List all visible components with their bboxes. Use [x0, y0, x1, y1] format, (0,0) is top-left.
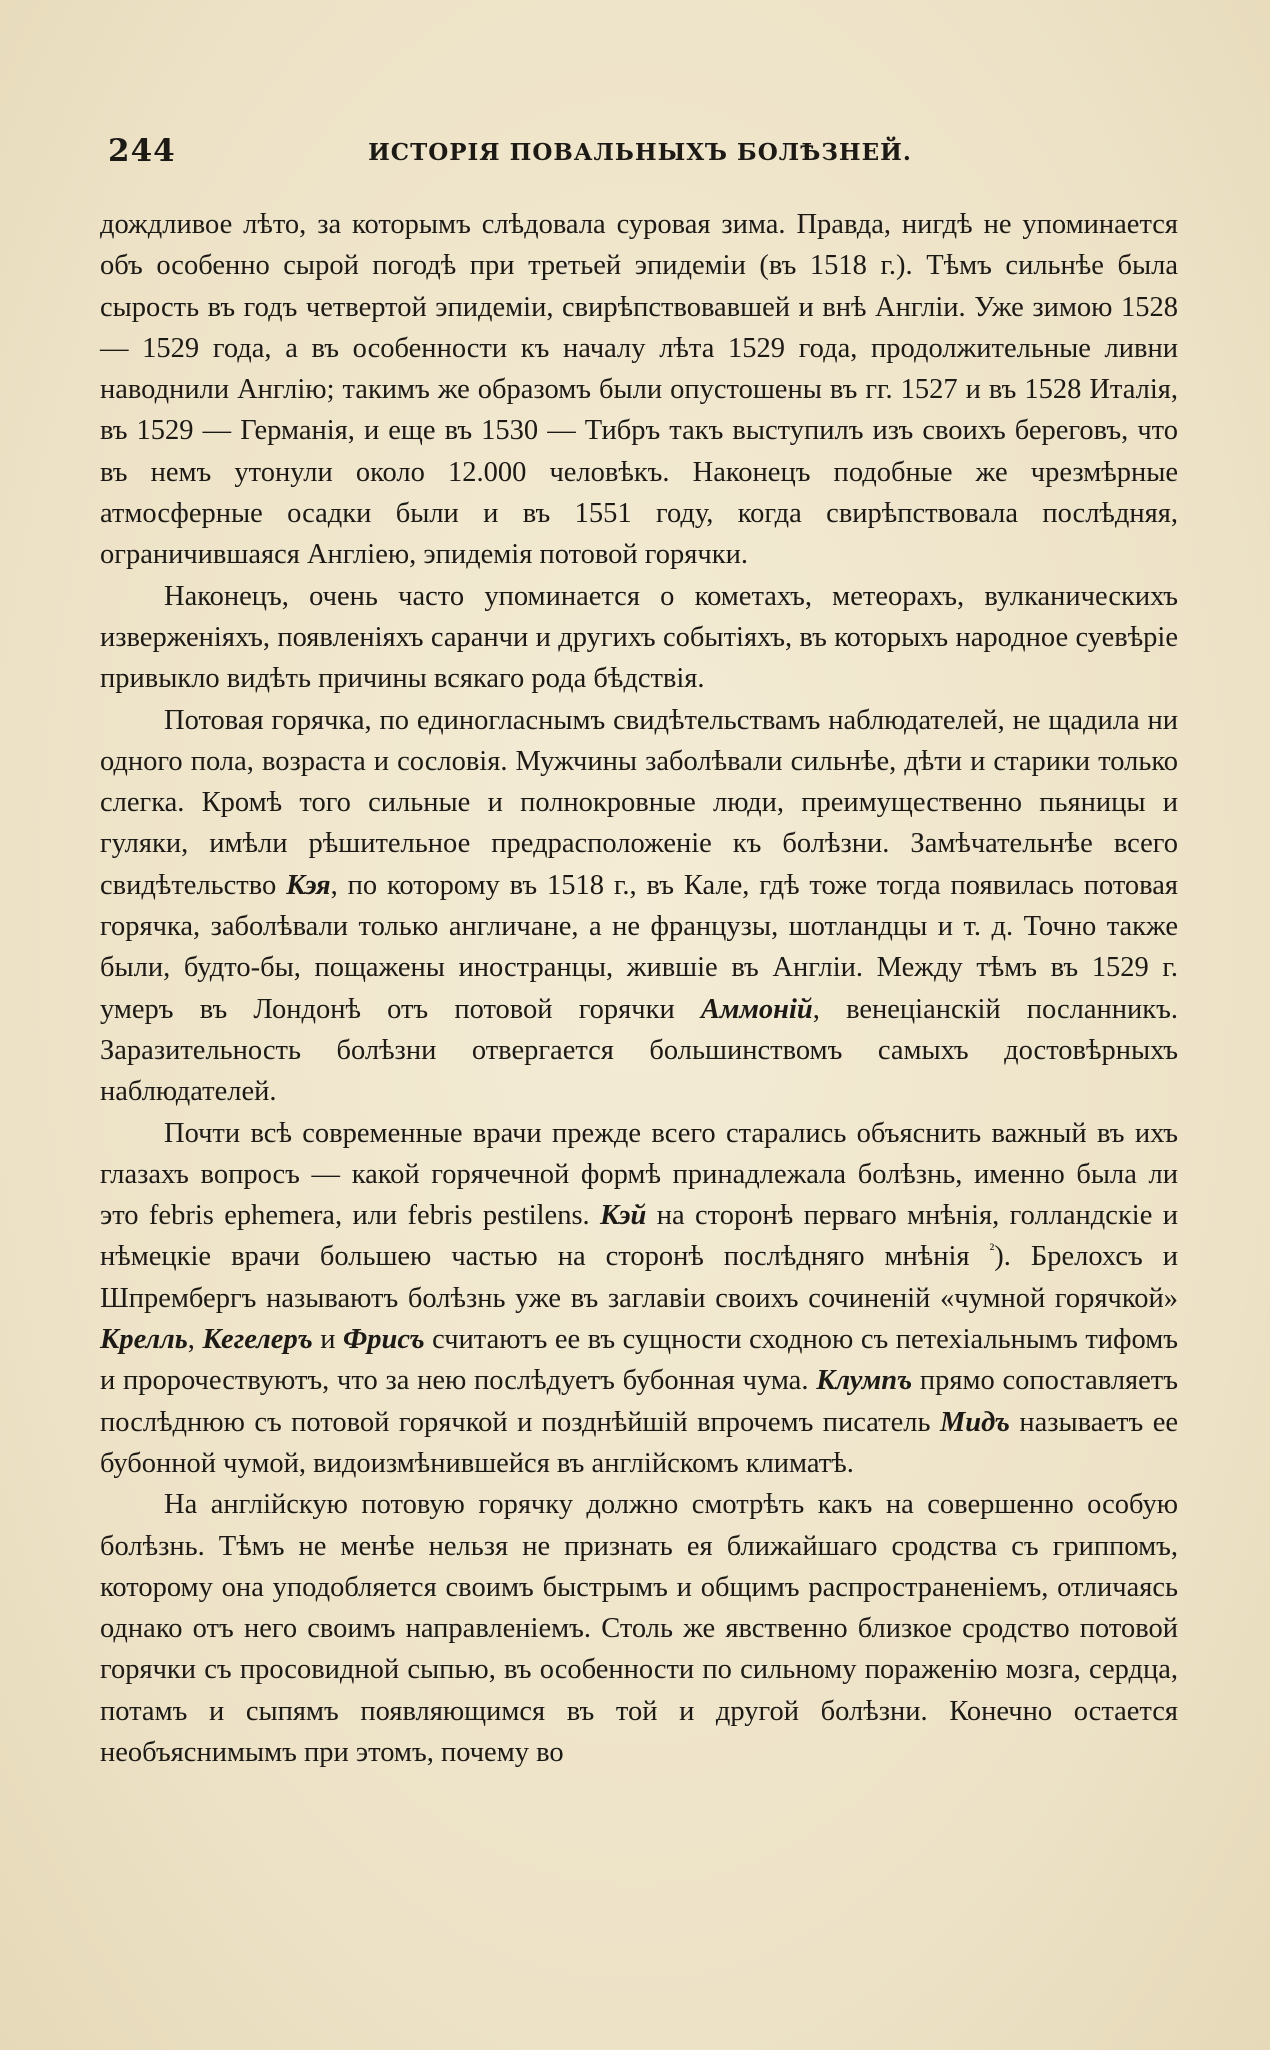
paragraph [100, 204, 1178, 576]
author-name: Фрисъ [342, 1324, 425, 1356]
text-run: считаютъ ее въ сущности сходною съ петехіальнымъ тифомъ и пророчествуютъ, что за нею послѣдуетъ бубонная чума. [100, 1324, 1178, 1397]
text-run: дождливое лѣто, за которымъ слѣдовала суровая зима. Правда, нигдѣ не упоминается объ особенно сырой погодѣ при третьей эпидеміи (въ 1518 г.). Тѣмъ сильнѣе была сырость въ годъ четвертой эпидеміи, свирѣпствовавшей и внѣ Англіи. Уже зимою 1528 — 1529 года, а въ особенности къ началу лѣта 1529 года, продолжительные ливни наводнили Англію; такимъ же образомъ были опустошены въ гг. 1527 и въ 1528 Италія, въ 1529 — Германія, и еще въ 1530 — Тибръ такъ выступилъ изъ своихъ береговъ, что въ немъ утонули около 12.000 человѣкъ. Наконецъ подобные же чрезмѣрные атмосферные осадки были и въ 1551 году, когда свирѣпствовала послѣдняя, ограничившаяся Англіею, эпидемія потовой горячки. [100, 209, 1178, 571]
author-name: Кегелеръ [202, 1324, 313, 1356]
text-run: и [312, 1324, 343, 1356]
page-header [108, 133, 1172, 173]
text-run: ). Брелохсъ и Шпрембергъ называютъ болѣзнь уже въ заглавіи своихъ сочиненій «чумной горячкой» [100, 1241, 1178, 1314]
text-run: Потовая горячка, по единогласнымъ свидѣтельствамъ наблюдателей, не щадила ни одного пола, возраста и сословія. Мужчины заболѣвали сильнѣе, дѣти и старики только слегка. Кромѣ того сильные и полнокровные люди, преимущественно пьяницы и гуляки, имѣли рѣшительное предрасположеніе къ болѣзни. Замѣчательнѣе всего свидѣтельство [100, 704, 1178, 901]
text-run: На англійскую потовую горячку должно смотрѣть какъ на совершенно особую болѣзнь. Тѣмъ не менѣе нельзя не признать ея ближайшаго сродства съ гриппомъ, которому она уподобляется своимъ быстрымъ и общимъ распространеніемъ, отличаясь однако отъ него своимъ направленіемъ. Столь же явственно близкое сродство потовой горячки съ просовидной сыпью, въ особенности по сильному пораженію мозга, сердца, потамъ и сыпямъ появляющимся въ той и другой болѣзни. Конечно остается необъяснимымъ при этомъ, почему во [100, 1489, 1178, 1768]
text-run: на сторонѣ перваго мнѣнія, голландскіе и нѣмецкіе врачи большею частью на сторонѣ послѣдняго мнѣнія [100, 1200, 1178, 1273]
author-name: Аммоній [700, 993, 813, 1025]
paragraph [100, 1113, 1178, 1485]
text-run: , венеціанскій посланникъ. Заразительность болѣзни отвергается большинствомъ самыхъ достовѣрныхъ наблюдателей. [100, 993, 1178, 1108]
author-name: Мидъ [939, 1406, 1010, 1438]
text-run: называетъ ее бубонной чумой, видоизмѣнившейся въ англійскомъ климатѣ. [100, 1406, 1178, 1479]
author-name: Клумпъ [816, 1365, 913, 1397]
text-run: Наконецъ, очень часто упоминается о кометахъ, метеорахъ, вулканическихъ изверженіяхъ, появленіяхъ саранчи и другихъ событіяхъ, въ которыхъ народное суевѣріе привыкло видѣть причины всякаго рода бѣдствія. [100, 580, 1178, 695]
page-number: 244 [108, 133, 176, 169]
footnote-mark: ² [989, 1241, 995, 1259]
author-name: Крелль [100, 1324, 188, 1356]
paragraph [100, 1484, 1178, 1773]
text-run: Почти всѣ современные врачи прежде всего старались объяснить важный въ ихъ глазахъ вопросъ — какой горячечной формѣ принадлежала болѣзнь, именно была ли это febris ephemera, или febris pestilens. [100, 1117, 1178, 1232]
text-run: прямо сопоставляетъ послѣднюю съ потовой горячкой и позднѣйшій впрочемъ писатель [100, 1365, 1178, 1438]
running-title: ИСТОРІЯ ПОВАЛЬНЫХЪ БОЛѢЗНЕЙ. [368, 139, 912, 166]
author-name: Кэя [286, 869, 331, 901]
paragraph [100, 576, 1178, 700]
author-name: Кэй [600, 1200, 647, 1232]
body-text [100, 204, 1178, 1773]
text-run: , [187, 1324, 203, 1356]
paragraph [100, 700, 1178, 1113]
text-run: , по которому въ 1518 г., въ Кале, гдѣ тоже тогда появилась потовая горячка, заболѣвали только англичане, а не французы, шотландцы и т. д. Точно также были, будто-бы, пощажены иностранцы, жившіе въ Англіи. Между тѣмъ въ 1529 г. умеръ въ Лондонѣ отъ потовой горячки [100, 869, 1178, 1025]
